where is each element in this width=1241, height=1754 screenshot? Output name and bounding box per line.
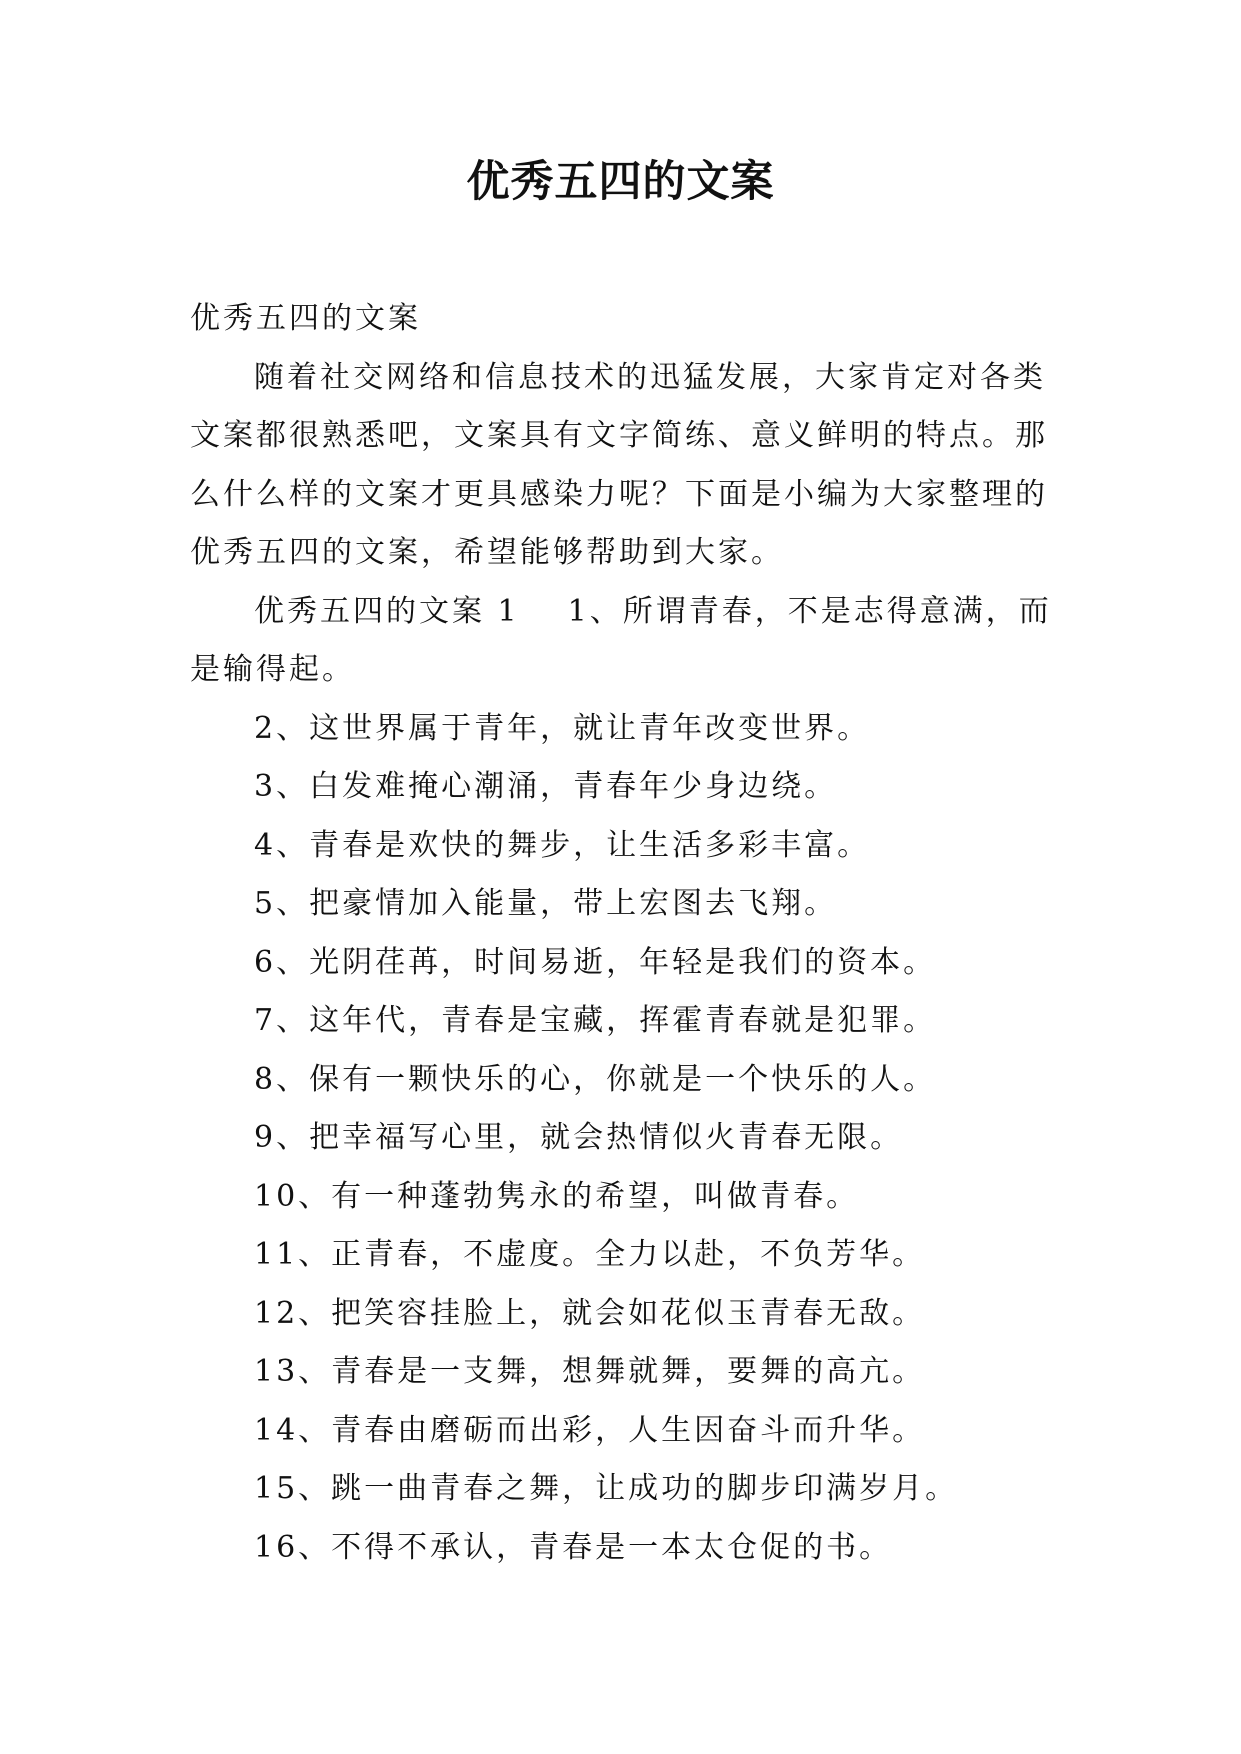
list-item: 13、青春是一支舞，想舞就舞，要舞的高亢。	[254, 1354, 926, 1389]
document-body	[190, 290, 1052, 1577]
list-item: 7、这年代，青春是宝藏，挥霍青春就是犯罪。	[254, 1003, 937, 1038]
section-first-paragraph	[190, 583, 1052, 700]
document-subtitle: 优秀五四的文案	[190, 301, 421, 336]
list-item-1: 1、所谓青春，不是志得意满，而是输得起。	[190, 593, 1052, 687]
list-item: 5、把豪情加入能量，带上宏图去飞翔。	[254, 886, 838, 921]
intro-paragraph: 随着社交网络和信息技术的迅猛发展，大家肯定对各类文案都很熟悉吧，文案具有文字简练、意义鲜明的特点。那么什么样的文案才更具感染力呢？下面是小编为大家整理的优秀五四的文案，希望能够帮助到大家。	[190, 359, 1048, 570]
list-item: 16、不得不承认，青春是一本太仓促的书。	[254, 1529, 893, 1565]
list-item: 10、有一种蓬勃隽永的希望，叫做青春。	[254, 1178, 860, 1214]
list-item: 11、正青春，不虚度。全力以赴，不负芳华。	[254, 1237, 926, 1272]
list-item: 12、把笑容挂脸上，就会如花似玉青春无敌。	[254, 1295, 926, 1331]
list-item: 14、青春由磨砺而出彩，人生因奋斗而升华。	[254, 1412, 926, 1448]
list-item: 9、把幸福写心里，就会热情似火青春无限。	[254, 1120, 904, 1155]
list-item: 6、光阴荏苒，时间易逝，年轻是我们的资本。	[254, 944, 937, 980]
list-item: 3、白发难掩心潮涌，青春年少身边绕。	[254, 769, 838, 804]
section-heading: 优秀五四的文案 1	[254, 593, 520, 629]
list-item: 4、青春是欢快的舞步，让生活多彩丰富。	[254, 827, 871, 863]
list-item: 15、跳一曲青春之舞，让成功的脚步印满岁月。	[254, 1471, 959, 1506]
list-item: 8、保有一颗快乐的心，你就是一个快乐的人。	[254, 1061, 937, 1097]
list-item: 2、这世界属于青年，就让青年改变世界。	[254, 710, 871, 746]
document-title: 优秀五四的文案	[466, 157, 775, 207]
